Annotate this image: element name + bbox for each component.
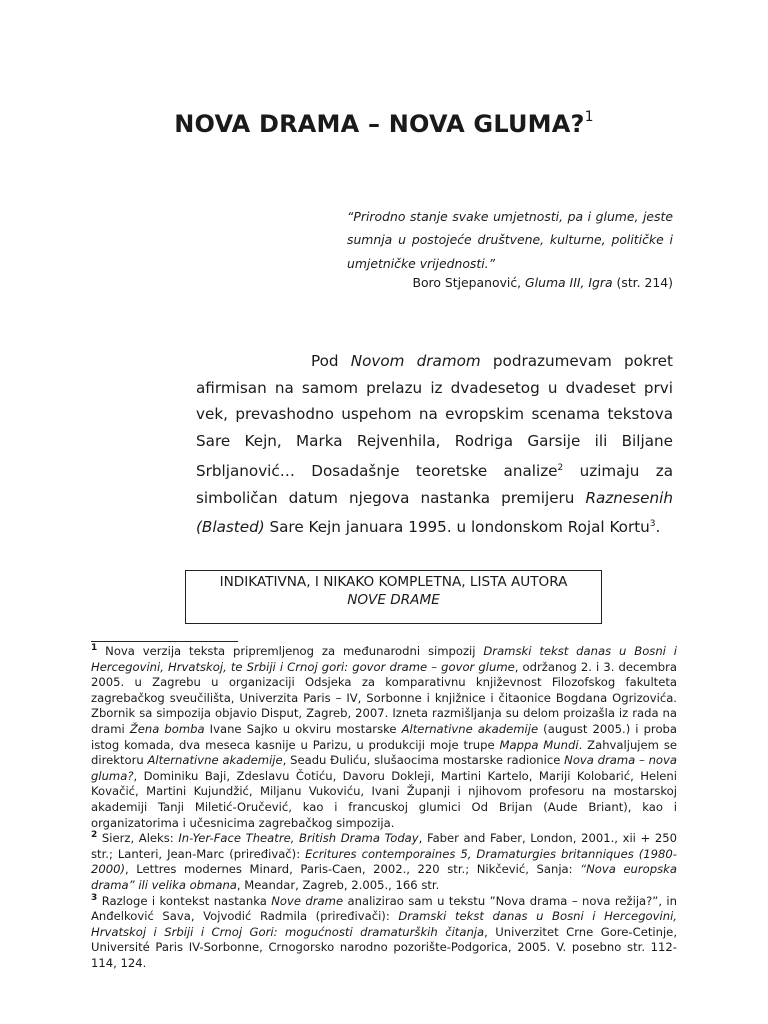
text-run: . [655,518,661,537]
footnote-2 [91,831,677,893]
italic-run: Dramski tekst danas u Bosni i Hercegovini, Hrvatskoj, te Srbiji i Crnoj gori: govor drame – govor glume [91,644,677,674]
epigraph-page: (str. 214) [612,275,673,290]
text-run: uzimaju za simboličan datum njegova nastanka premijeru [196,461,673,507]
text-run: , Lettres modernes Minard, Paris-Caen, 2002., 220 str.; Nikčević, Sanja: [125,862,581,877]
epigraph-quote: “Prirodno stanje svake umjetnosti, pa i glume, jeste sumnja u postojeće društvene, kulturne, političke i umjetničke vrijednosti.” [347,209,673,271]
title-text: NOVA DRAMA – NOVA GLUMA? [174,110,585,138]
box-line-2 [186,591,601,609]
footnote-1 [91,644,677,831]
italic-run: “Nova europska drama” ili velika obmana [91,862,677,892]
italic-run: Ecritures contemporaines 5, Dramaturgies britanniques (1980-2000) [91,846,677,877]
footnote-3 [91,894,677,972]
text-run: Sare Kejn januara 1995. u londonskom Rojal Kortu [264,518,650,537]
footnote-number: 1 [91,643,98,654]
text-run: . Zahvaljujem se direktoru [91,737,677,768]
page-title [0,110,768,138]
text-run: Razloge i kontekst nastanka [97,893,272,908]
footnote-ref-3: 3 [649,519,656,530]
text-run: Nova verzija teksta pripremljenog za međunarodni simpozij [97,644,484,658]
italic-run: Dramski tekst danas u Bosni i Hercegovini, Hrvatskoj i Srbiji i Crnoj Gori: mogućnosti dramaturških čitanja [91,909,677,939]
italic-term: Novom dramom [350,352,481,370]
footnote-number: 2 [91,830,98,841]
text-run: , Dominiku Baji, Zdeslavu Čotiću, Davoru Dokleji, Martini Kartelo, Mariji Kolobarić, Heleni Kovačić, Martini Kujundžić, Miljanu Vukoviću, Ivani Županji i njihovom profesoru na mostarskoj akademiji Tanji Miletić-Oručević, kao i francuskoj glumici Od Brijan (Aude Briant), kao i organizatorima i učesnicima zagrebačkog simpozija. [91,768,677,830]
text-run: , Meandar, Zagreb, 2.005., 166 str. [236,877,440,892]
epigraph-source [347,273,673,293]
text-run: podrazumevam pokret afirmisan na samom prelazu iz dvadesetog u dvadeset prvi vek, prevashodno uspehom na evropskim scenama tekstova Sare Kejn, Marka Rejvenhila, Rodriga Garsije ili Biljane Srbljanović… Dosadašnje teoretske analize [196,352,673,480]
epigraph-work: Gluma III, Igra [525,275,613,290]
body-text [196,348,673,541]
italic-run: Mappa Mundi [499,737,579,752]
footnotes [91,644,677,971]
text-run: analizirao sam u tekstu ”Nova drama – nova režija?”, in Anđelković Sava, Vojvodić Radmila (priređivači): [91,893,677,924]
italic-run: Nova drama – nova gluma? [91,753,677,783]
footnote-separator [91,641,238,642]
author-list-box [185,570,602,624]
italic-run: In-Yer-Face Theatre, British Drama Today [178,831,419,846]
italic-run: Alternativne akademije [147,753,283,768]
text-run: , održanog 2. i 3. decembra 2005. u Zagrebu u organizaciji Odsjeka za komparativnu književnost Filozofskog fakulteta zagrebačkog sveučilišta, Univerzita Paris – IV, Sorbonne i knjižnice i čitaonice Bogdana Ogrizovića. Zbornik sa simpozija objavio Disput, Zagreb, 2007. Izneta razmišljanja su delom proizašla iz rada na drami [91,659,677,736]
box-italic: NOVE DRAME [347,592,440,608]
italic-title: Raznesenih (Blasted) [196,488,673,537]
text-run: Sierz, Aleks: [97,831,179,846]
paragraph [196,348,673,541]
text-run: Pod [311,352,351,370]
text-run: , Seadu Đuliću, slušaocima mostarske radionice [282,753,565,768]
text-run: Ivane Sajko u okviru mostarske [204,721,402,736]
text-run: (august 2005.) i proba istog komada, dva meseca kasnije u Parizu, u produkciji moje trupe [91,721,677,752]
text-run: , Faber and Faber, London, 2001., xii + 250 str.; Lanteri, Jean-Marc (priređivač): [91,831,677,861]
footnote-ref-1: 1 [584,109,594,125]
text-run: , Univerzitet Crne Gore-Cetinje, Université Paris IV-Sorbonne, Crnogorsko narodno pozorište-Podgorica, 2005. V. posebno str. 112-114, 124. [91,924,677,970]
italic-run: Nove drame [271,893,344,908]
box-line-1: INDIKATIVNA, I NIKAKO KOMPLETNA, LISTA AUTORA [219,574,568,590]
footnote-ref-2: 2 [557,462,564,473]
epigraph-author: Boro Stjepanović, [412,275,526,290]
italic-run: Alternativne akademije [401,721,539,736]
italic-run: Žena bomba [129,721,205,736]
footnote-number: 3 [91,892,98,903]
